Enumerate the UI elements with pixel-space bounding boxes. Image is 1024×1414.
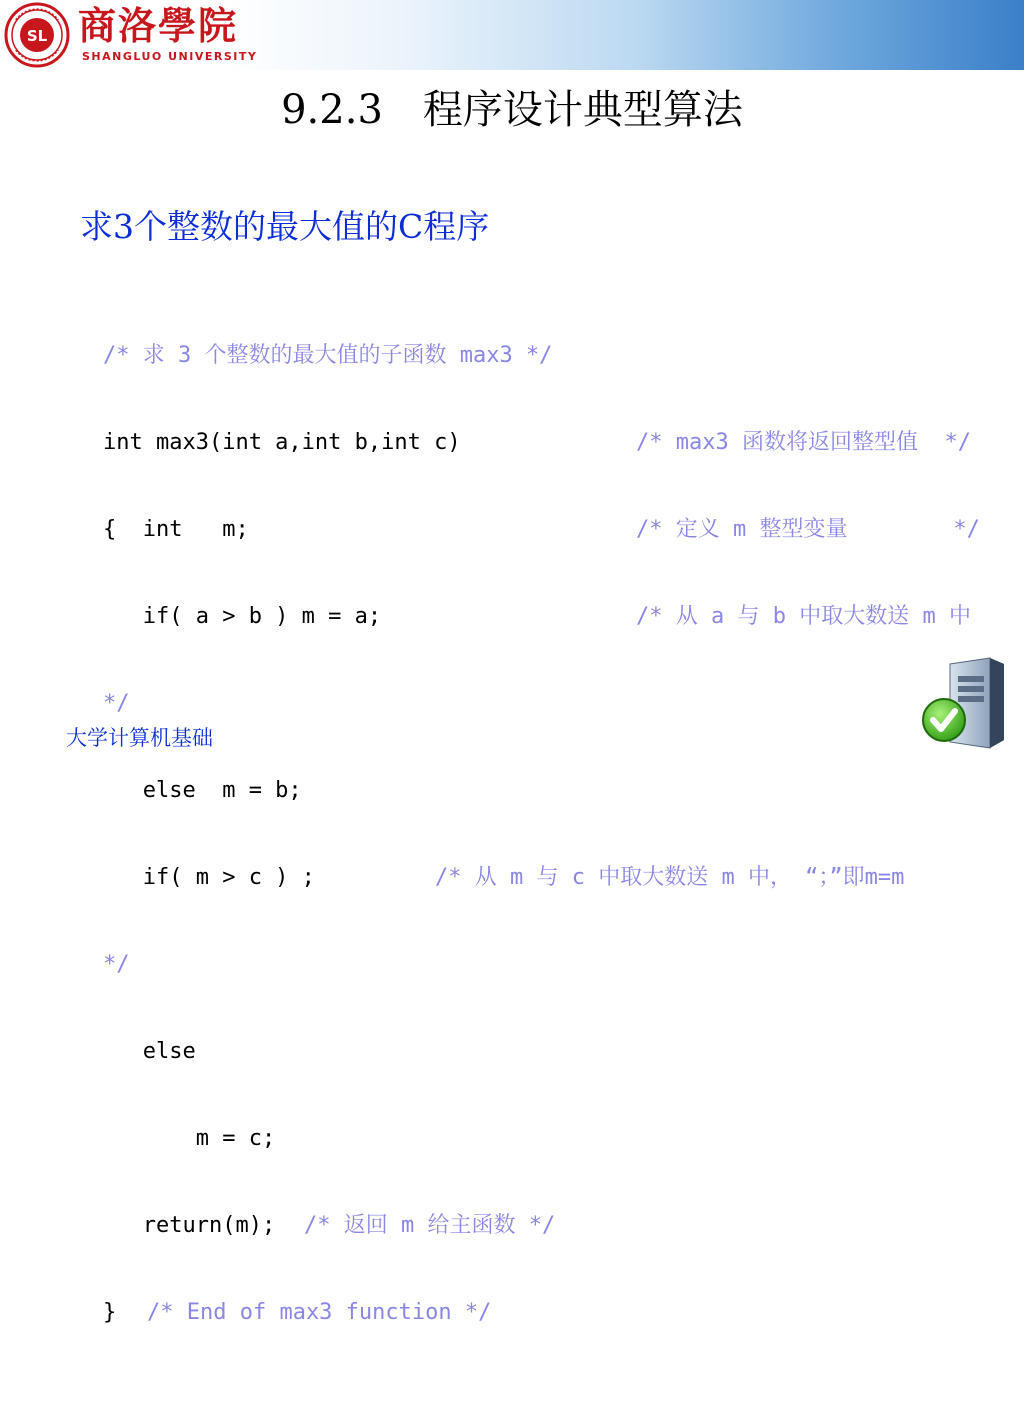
code-text: if( m > c ) ;	[103, 865, 315, 890]
code-text: return(m);	[103, 1213, 276, 1238]
code-line	[0, 515, 1024, 544]
code-line	[0, 1037, 1024, 1066]
code-text: int max3(int a,int b,int c)	[103, 430, 461, 455]
university-name: 商洛學院	[78, 3, 239, 48]
server-check-icon[interactable]	[920, 654, 1010, 750]
code-text: else m = b;	[103, 778, 302, 803]
code-line	[0, 950, 1024, 979]
code-comment: /* max3 函数将返回整型值 */	[636, 430, 971, 455]
code-line	[0, 689, 1024, 718]
code-line	[0, 428, 1024, 457]
code-line	[0, 776, 1024, 805]
code-comment: /* 从 a 与 b 中取大数送 m 中	[636, 604, 971, 629]
code-line	[0, 1124, 1024, 1153]
code-text: else	[103, 1039, 196, 1064]
course-name: 大学计算机基础	[66, 726, 213, 750]
code-line	[0, 341, 1024, 370]
code-line	[0, 863, 1024, 892]
svg-text:SL: SL	[26, 27, 48, 45]
code-comment: /* 求 3 个整数的最大值的子函数 max3 */	[103, 343, 553, 368]
code-comment: /* 定义 m 整型变量 */	[636, 517, 980, 542]
code-text: { int m;	[103, 517, 249, 542]
code-line	[0, 1211, 1024, 1240]
code-text: }	[103, 1300, 117, 1325]
university-seal-icon	[4, 2, 70, 68]
slide-subtitle: 求3个整数的最大值的C程序	[80, 207, 490, 246]
slide-title: 9.2.3 程序设计典型算法	[281, 87, 743, 133]
code-text: if( a > b ) m = a;	[103, 604, 382, 629]
code-comment: /* 返回 m 给主函数 */	[304, 1213, 556, 1238]
code-comment: */	[103, 691, 130, 716]
university-name-english: SHANGLUO UNIVERSITY	[82, 50, 258, 63]
code-line	[0, 602, 1024, 631]
code-line	[0, 1298, 1024, 1327]
code-comment: /* 从 m 与 c 中取大数送 m 中， “；”即m=m	[435, 865, 905, 890]
code-text: m = c;	[103, 1126, 276, 1151]
code-comment: /* End of max3 function */	[147, 1300, 492, 1325]
code-comment: */	[103, 952, 130, 977]
